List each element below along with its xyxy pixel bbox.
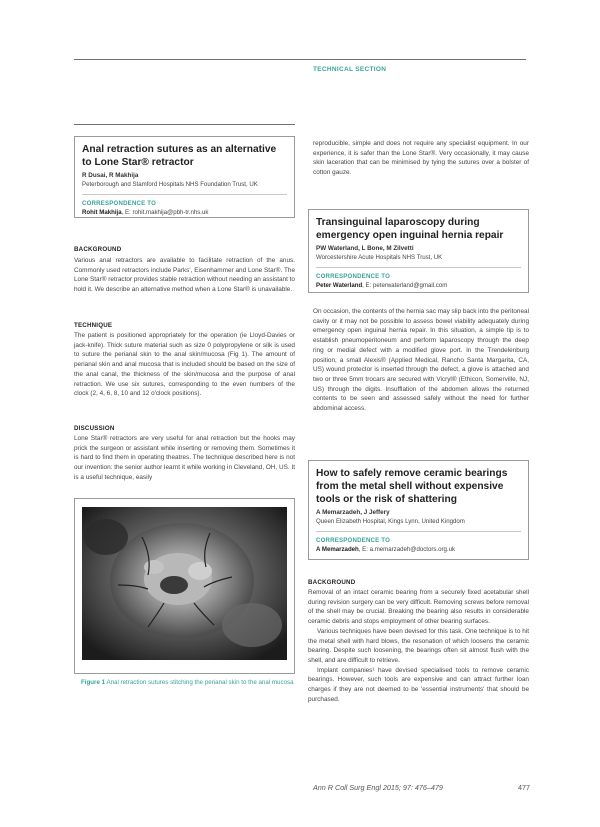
article1-affiliation: Peterborough and Stamford Hospitals NHS Foundation Trust, UK [82,181,258,188]
page-number: 477 [518,783,530,792]
figure-1 [74,498,295,674]
article3-para-2: Various techniques have been devised for this task. One technique is to hit the metal shell with hard blows, the resonation of which loosens the ceramic bearing. Despite such loosening, the bearings often sit almost flush with the shell, and are difficult to retrieve. [308,627,529,664]
article3-authors: A Memarzadeh, J Jeffery [316,509,390,516]
article3-affiliation: Queen Elizabeth Hospital, Kings Lynn, United Kingdom [316,518,465,525]
article2-title: Transinguinal laparoscopy during emergency open inguinal hernia repair [316,217,504,241]
article3-correspondence [316,546,521,553]
article2-correspondence [316,282,521,289]
surgical-photo-illustration [82,507,287,660]
article3-correspondence-email: , E: a.memarzadeh@doctors.org.uk [358,546,456,553]
article1-background-text: Various anal retractors are available to facilitate retraction of the anus. Commonly used retractors include Parks', Eisenhammer and Lone Star®. The Lone Star® retractor provides stable retraction without needing an assistant to hold it. We describe an alternative method when a Lone Star® is unavailable. [74,257,295,294]
article1-title: Anal retraction sutures as an alternative to Lone Star® retractor [82,144,277,168]
article3-correspondence-name: A Memarzadeh [316,546,359,553]
header-rule [74,59,526,60]
article2-correspondence-name: Peter Waterland [316,282,363,289]
article3-para-1: Removal of an intact ceramic bearing from a securely fixed acetabular shell during revision surgery can be very difficult. Removing screws before removal of the shell may be crucial. Breaking the bearing also results in considerable ceramic debris and stops employment of other bearing surfaces. [308,589,529,626]
article1-correspondence-label: CORRESPONDENCE TO [82,194,287,207]
article3-para-3: Implant companies¹ have devised specialised tools to remove ceramic bearings. However, such tools are expensive and can attract further loan charges if they are not deemed to be 'essential instruments' that should be purchased. [308,666,529,703]
article3-background-heading: BACKGROUND [308,579,356,586]
section-label: TECHNICAL SECTION [313,66,387,73]
article1-technique-text: The patient is positioned appropriately for the operation (ie Lloyd-Davies or jack-knife). Thick suture material such as size 0 polypropylene or silk is used to suture the perianal skin to the anal skin/mucosa (Fig 1). The amount of perianal skin and anal mucosa that is included should be based on the size of the anal canal, the thickness of the skin/mucosa and the purpose of anal retraction. We use six sutures, corresponding to the even numbers of the clock (2, 4, 6, 8, 10 and 12 o'clock positions). [74,332,295,398]
journal-citation: Ann R Coll Surg Engl 2015; 97: 476–479 [313,783,443,792]
article1-technique-heading: TECHNIQUE [74,322,113,329]
figure-1-caption-text: Anal retraction sutures stitching the perianal skin to the anal mucosa [105,679,294,686]
left-column-top-rule [74,124,295,125]
footer-citation [313,783,443,792]
article1-discussion-heading: DISCUSSION [74,425,115,432]
figure-1-label: Figure 1 [81,679,106,686]
article3-body [308,588,529,704]
article1-correspondence-email: , E: rohit.makhija@pbh-tr.nhs.uk [121,209,209,216]
article2-body-text: On occasion, the contents of the hernia sac may slip back into the peritoneal cavity or it may not be possible to assess bowel viability adequately during emergency open inguinal hernia repair. In this situation, a simple tip is to establish pneumoperitoneum and perform laparoscopy through the deep ring or medial defect with a modified glove port. In the Trendelenburg position, a small Alexis® (Applied Medical, Rancho Santa Margarita, CA, US) wound protector is inserted through the defect, a glove is attached and two or three 5mm trocars are secured with Vicryl® (Ethicon, Somerville, NJ, US) through the digits. Insufflation of the abdomen allows the returned contents to be seen and assessed safely without the need for further abdominal access. [313,308,529,413]
article1-authors: R Dusai, R Makhija [82,172,139,179]
article1-correspondence [82,209,287,216]
surgical-photo [82,507,287,660]
figure-1-caption [81,679,295,688]
article3-title-box [308,460,529,560]
article2-correspondence-email: , E: peterwaterland@gmail.com [362,282,448,289]
article2-correspondence-label: CORRESPONDENCE TO [316,267,521,280]
article1-title-box [74,136,295,218]
article1-correspondence-name: Rohit Makhija [82,209,122,216]
article1-background-heading: BACKGROUND [74,246,122,253]
article2-affiliation: Worcestershire Acute Hospitals NHS Trust, UK [316,254,443,261]
article1-continuation-text: reproducible, simple and does not require any specialist equipment. In our experience, it is safer than the Lone Star®. Very occasionally, it may cause skin laceration that can be minimised by tying the sutures over a bolster of cotton gauze. [313,140,529,177]
article1-discussion-text: Lone Star® retractors are very useful for anal retraction but the hooks may prick the surgeon or assistant while inserting or removing them. Sometimes it is hard to find them in operating theatres. The technique described here is not our invention: the senior author learnt it while working in Cleveland, OH, US. It is a useful technique, easily [74,435,295,481]
article3-correspondence-label: CORRESPONDENCE TO [316,531,521,544]
article2-title-box [308,209,529,293]
article3-title: How to safely remove ceramic bearings from the metal shell without expensive tools or the risk of shattering [316,468,508,505]
article2-authors: PW Waterland, L Bone, M Zilvetti [316,245,414,252]
